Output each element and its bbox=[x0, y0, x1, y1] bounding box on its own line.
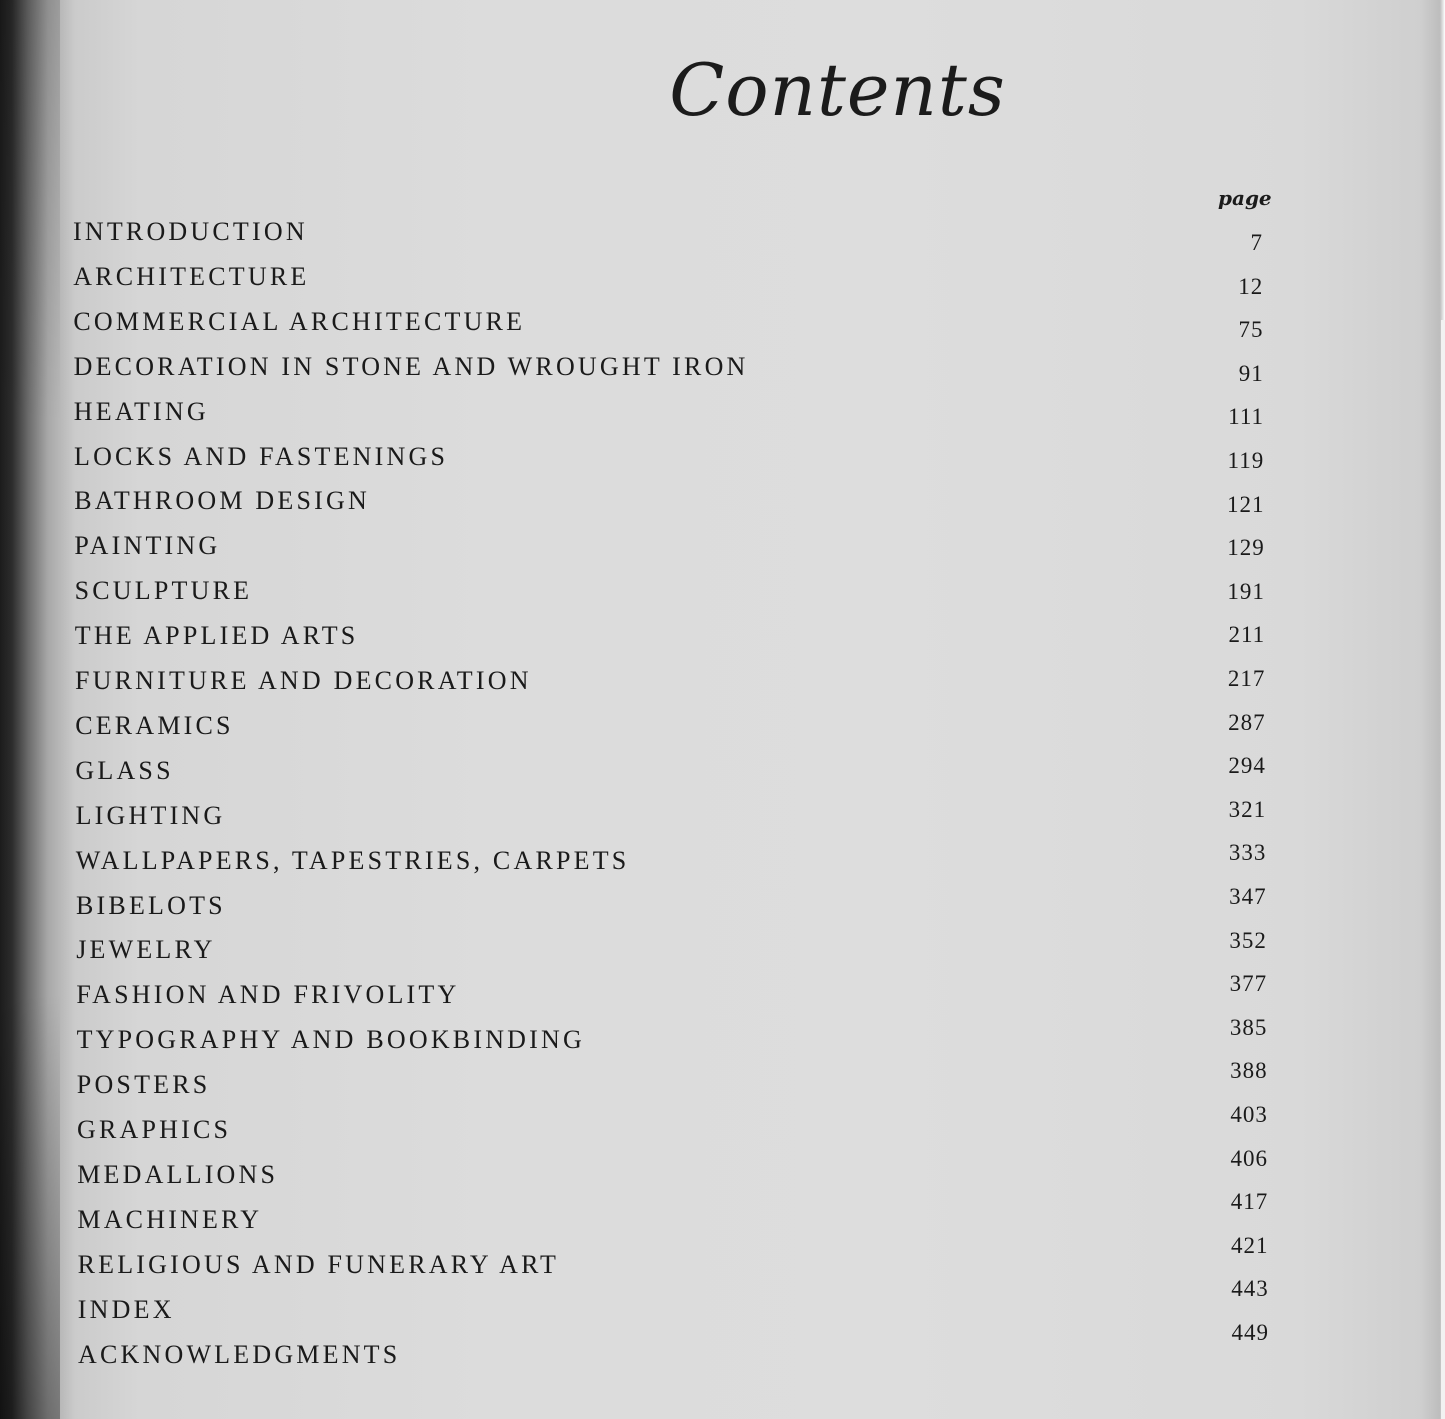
toc-entry-page-number: 333 bbox=[1228, 840, 1267, 866]
toc-entry-page-number: 12 bbox=[1238, 273, 1264, 299]
toc-entry-title: GRAPHICS bbox=[77, 1115, 232, 1144]
page-column-heading: page bbox=[1218, 186, 1272, 210]
toc-entry-page-number: 377 bbox=[1229, 971, 1268, 997]
toc-entry-title: TYPOGRAPHY AND BOOKBINDING bbox=[76, 1025, 585, 1055]
toc-entry-title: COMMERCIAL ARCHITECTURE bbox=[73, 306, 526, 336]
toc-entry-title: WALLPAPERS, TAPESTRIES, CARPETS bbox=[75, 845, 630, 875]
toc-entry-page-number: 347 bbox=[1229, 884, 1267, 909]
toc-entry-page-number: 385 bbox=[1229, 1014, 1268, 1040]
toc-entry-page-number: 7 bbox=[1250, 230, 1263, 255]
toc-entry-page-number: 121 bbox=[1226, 491, 1265, 517]
toc-entry-page-number: 321 bbox=[1228, 796, 1267, 822]
toc-entry-title: THE APPLIED ARTS bbox=[74, 621, 359, 651]
toc-entry-page-number: 403 bbox=[1230, 1102, 1268, 1127]
toc-entry-page-number: 119 bbox=[1227, 448, 1265, 473]
page-title: Contents bbox=[669, 48, 1006, 132]
toc-entry-page-number: 417 bbox=[1230, 1189, 1269, 1215]
toc-entry-page-number: 129 bbox=[1227, 535, 1265, 561]
toc-entry-page-number: 421 bbox=[1231, 1232, 1269, 1258]
toc-entry-title: ARCHITECTURE bbox=[73, 261, 310, 291]
toc-entry-page-number: 406 bbox=[1230, 1145, 1269, 1171]
toc-entry-title: GLASS bbox=[75, 755, 174, 785]
toc-entry-page-number: 217 bbox=[1227, 666, 1266, 691]
toc-entry-page-number: 111 bbox=[1228, 404, 1264, 430]
toc-entry-page-number: 211 bbox=[1228, 622, 1266, 648]
toc-entry-title: MEDALLIONS bbox=[77, 1159, 279, 1189]
toc-entry-page-number: 91 bbox=[1238, 360, 1264, 386]
toc-entry-page-number: 294 bbox=[1228, 753, 1266, 779]
toc-entry-title: CERAMICS bbox=[75, 710, 234, 740]
toc-entry-title: LOCKS AND FASTENINGS bbox=[74, 441, 449, 471]
toc-entry-title: SCULPTURE bbox=[74, 576, 253, 606]
toc-entry-title: HEATING bbox=[73, 396, 209, 426]
toc-entry-title: DECORATION IN STONE AND WROUGHT IRON bbox=[73, 351, 749, 381]
toc-entry-title: BATHROOM DESIGN bbox=[74, 486, 370, 516]
toc-entry-title: INTRODUCTION bbox=[73, 217, 308, 246]
toc-entry-title: ACKNOWLEDGMENTS bbox=[78, 1339, 401, 1369]
toc-entry-title: LIGHTING bbox=[75, 800, 226, 830]
toc-entry-page-number: 352 bbox=[1229, 927, 1267, 953]
toc-entry-title: POSTERS bbox=[76, 1070, 211, 1100]
toc-entry-page-number: 388 bbox=[1230, 1058, 1268, 1084]
toc-entry-page-number: 287 bbox=[1228, 709, 1266, 735]
toc-entry-page-number: 449 bbox=[1231, 1320, 1269, 1345]
toc-entry-page-number: 443 bbox=[1231, 1276, 1269, 1302]
toc-entry-page-number: 191 bbox=[1227, 578, 1265, 604]
toc-entry-title: JEWELRY bbox=[76, 935, 216, 965]
binding-shadow bbox=[0, 0, 60, 1419]
page-edge bbox=[1441, 320, 1445, 1419]
toc-entry-title: RELIGIOUS AND FUNERARY ART bbox=[77, 1249, 560, 1279]
toc-entry-title: FURNITURE AND DECORATION bbox=[75, 666, 532, 695]
toc-entry-title: FASHION AND FRIVOLITY bbox=[76, 980, 460, 1010]
toc-entry-page-number: 75 bbox=[1238, 317, 1264, 343]
toc-entry-title: INDEX bbox=[77, 1294, 175, 1324]
toc-entry-title: PAINTING bbox=[74, 531, 221, 561]
toc-entry-title: MACHINERY bbox=[77, 1204, 263, 1234]
toc-entry-title: BIBELOTS bbox=[76, 890, 226, 920]
